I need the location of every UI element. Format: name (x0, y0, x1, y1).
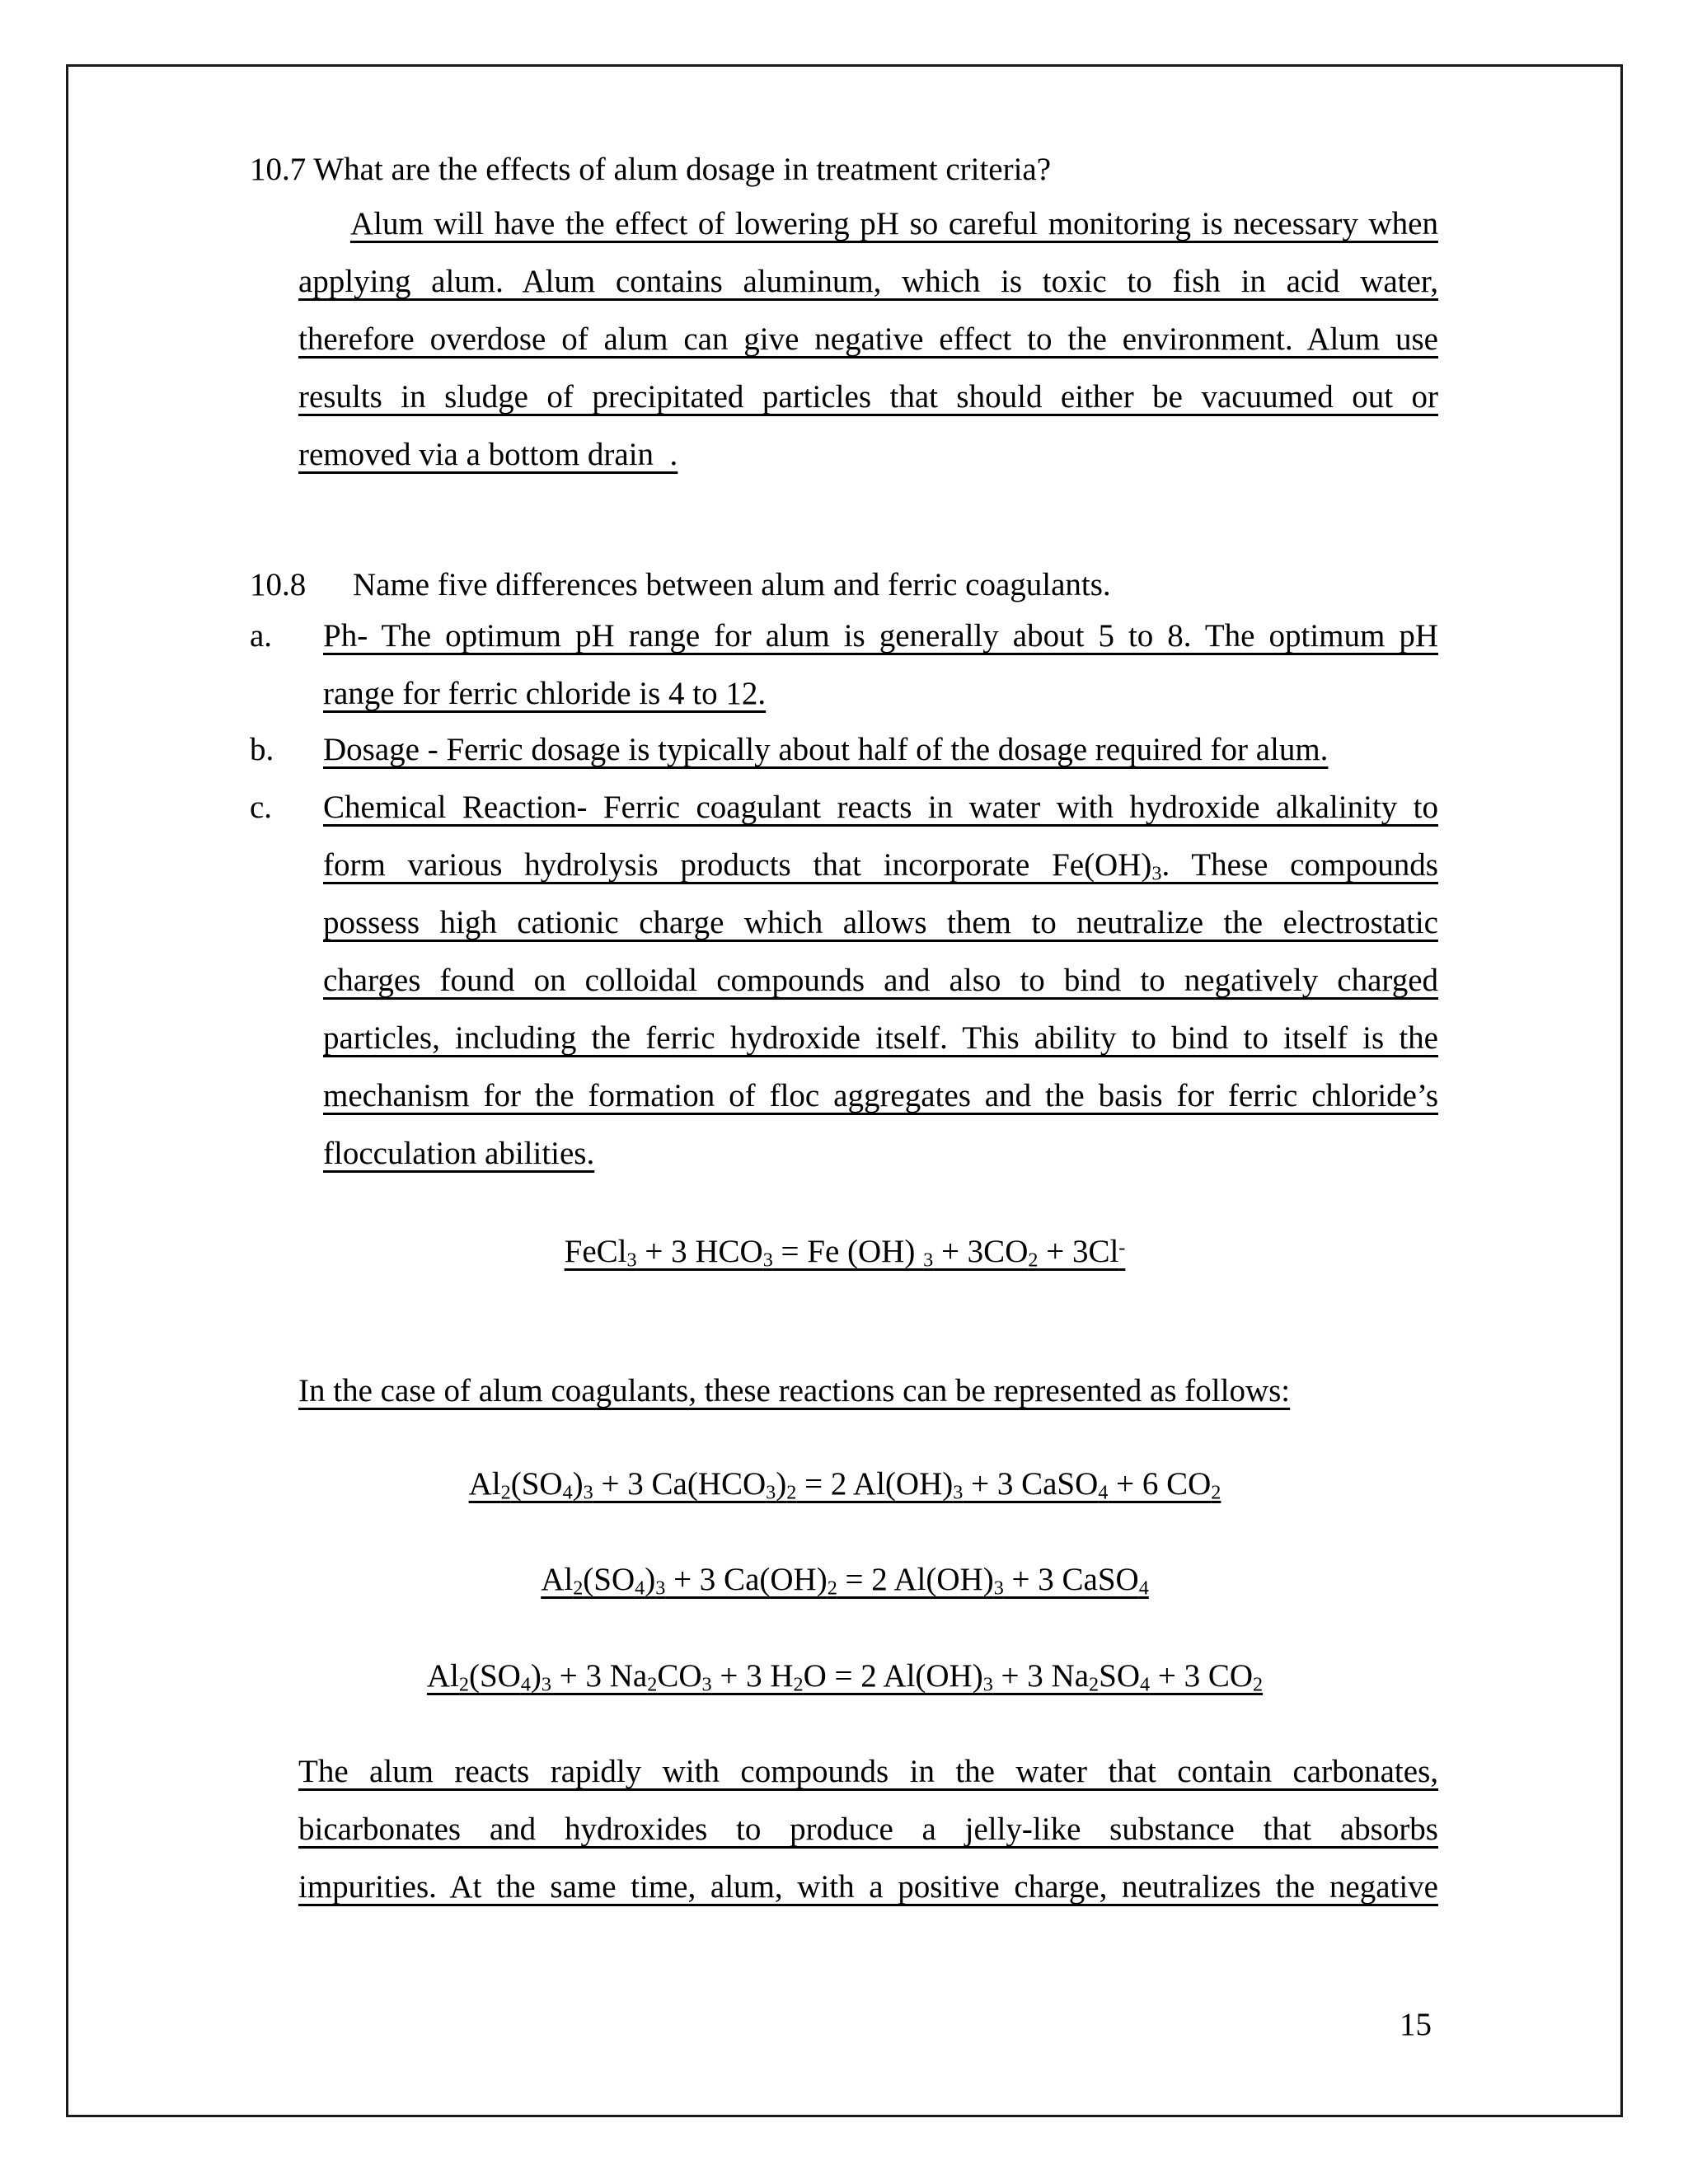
equation-text: $Al_2(SO_4)_3 + 3$ $Ca(HCO_3)_2 = 2$ $Al(OH)_3 + 3$ CaSO$_4$ + 6 $CO_2$ (468, 1466, 1221, 1504)
closing-line: impurities. At the same time, alum, with a positive charge, neutralizes the negative (298, 1869, 1438, 1905)
alum-equation-3 (272, 1647, 1418, 1705)
question-10-8-heading: Name five differences between alum and ferric coagulants. (353, 567, 1111, 602)
list-item-c (323, 779, 1438, 1183)
alum-reactions-intro: In the case of alum coagulants, these reactions can be represented as follows: (298, 1373, 1291, 1408)
question-10-7-heading: 10.7 What are the effects of alum dosage in treatment criteria? (250, 152, 1052, 187)
equation-text: FeCl$_3$ + 3 $HCO_3 = Fe$ (OH) $_3 + 3CO_2 + 3Cl^-$ (564, 1234, 1126, 1272)
list-item-a-label: a. (250, 618, 273, 654)
answer-10-7-paragraph (298, 195, 1438, 484)
alum-equation-1 (272, 1455, 1418, 1513)
list-item-line: charges found on colloidal compounds and also to bind to negatively charged (323, 963, 1438, 998)
list-item-b-label: b. (250, 732, 274, 767)
list-item-line: Dosage - Ferric dosage is typically about half of the dosage required for alum. (323, 732, 1329, 767)
equation-text: $Al_2(SO_4)_3 + 3$ $Ca(OH)_2 = 2$ $Al(OH)_3 + 3$ CaSO$_4$ (541, 1562, 1149, 1600)
list-item-line: flocculation abilities. (323, 1136, 595, 1171)
page-number: 15 (1400, 2007, 1432, 2042)
list-item-line: particles, including the ferric hydroxide itself. This ability to bind to itself is the (323, 1020, 1438, 1056)
answer-line: applying alum. Alum contains aluminum, which is toxic to fish in acid water, (298, 264, 1438, 299)
ferric-chloride-equation (272, 1223, 1418, 1281)
closing-line: The alum reacts rapidly with compounds in the water that contain carbonates, (298, 1754, 1438, 1789)
list-item-line: Ph- The optimum pH range for alum is generally about 5 to 8. The optimum pH (323, 618, 1438, 654)
closing-paragraph (298, 1743, 1438, 1916)
equation-text: $Al_2(SO_4)_3 + 3$ $Na_2CO_3 + 3$ $H_2O = 2$ $Al(OH)_3 + 3$ $Na_2SO_4 + 3$ $CO_2$ (426, 1658, 1264, 1696)
list-item-c-label: c. (250, 790, 273, 825)
answer-line: therefore overdose of alum can give negative effect to the environment. Alum use (298, 321, 1438, 357)
list-item-line: Chemical Reaction- Ferric coagulant reacts in water with hydroxide alkalinity to (323, 790, 1438, 825)
list-item-a (323, 607, 1438, 723)
closing-line: bicarbonates and hydroxides to produce a jelly-like substance that absorbs (298, 1811, 1438, 1847)
answer-line: Alum will have the effect of lowering pH so careful monitoring is necessary when (350, 206, 1438, 241)
alum-equation-2 (272, 1551, 1418, 1609)
list-item-line: mechanism for the formation of floc aggregates and the basis for ferric chloride’s (323, 1078, 1438, 1113)
answer-line: removed via a bottom drain . (298, 437, 678, 472)
question-10-8-number: 10.8 (250, 567, 307, 602)
list-item-line: range for ferric chloride is 4 to 12. (323, 676, 767, 711)
list-item-b (323, 721, 1438, 779)
list-item-line: possess high cationic charge which allows them to neutralize the electrostatic (323, 905, 1438, 940)
answer-line: results in sludge of precipitated particles that should either be vacuumed out or (298, 379, 1438, 415)
list-item-line: form various hydrolysis products that incorporate $Fe(OH)_3$. These compounds (323, 847, 1438, 885)
